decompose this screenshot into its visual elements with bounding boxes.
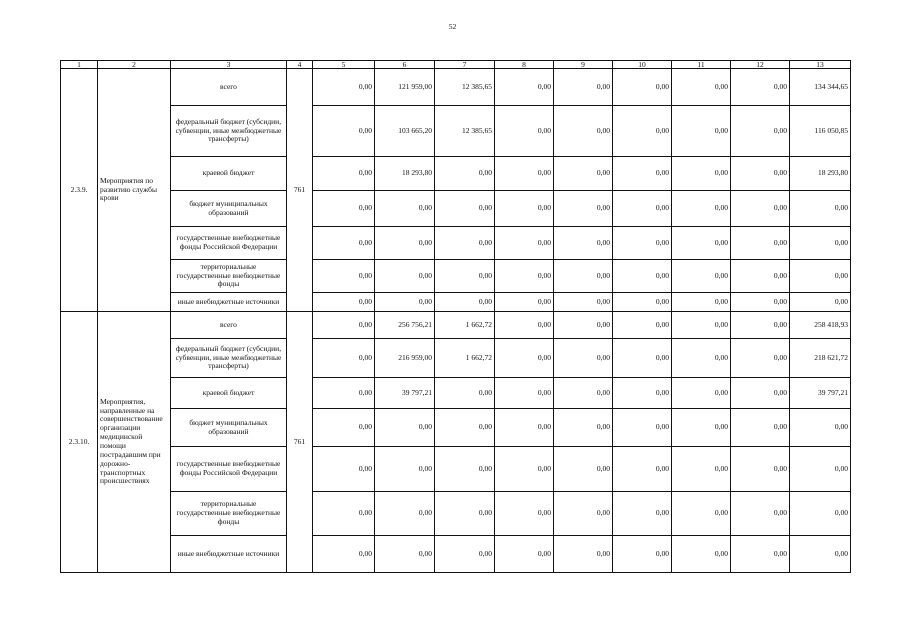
amount-cell: 256 756,21 bbox=[375, 312, 435, 339]
amount-cell: 12 385,65 bbox=[435, 69, 495, 106]
amount-cell: 0,00 bbox=[435, 409, 495, 447]
amount-cell: 0,00 bbox=[672, 260, 731, 293]
amount-cell: 0,00 bbox=[790, 293, 851, 312]
amount-cell: 0,00 bbox=[790, 260, 851, 293]
amount-cell: 134 344,65 bbox=[790, 69, 851, 106]
amount-cell: 0,00 bbox=[672, 536, 731, 573]
amount-cell: 1 662,72 bbox=[435, 312, 495, 339]
amount-cell: 0,00 bbox=[613, 69, 672, 106]
amount-cell: 0,00 bbox=[672, 409, 731, 447]
table-row bbox=[61, 409, 851, 447]
amount-cell: 0,00 bbox=[613, 312, 672, 339]
amount-cell: 0,00 bbox=[375, 447, 435, 492]
budget-table bbox=[60, 60, 851, 573]
amount-cell: 218 621,72 bbox=[790, 339, 851, 378]
column-number: 10 bbox=[613, 61, 672, 69]
amount-cell: 0,00 bbox=[790, 191, 851, 227]
amount-cell: 0,00 bbox=[435, 447, 495, 492]
amount-cell: 0,00 bbox=[554, 157, 613, 191]
table-row bbox=[61, 312, 851, 339]
funding-source: всего bbox=[171, 69, 287, 106]
amount-cell: 0,00 bbox=[495, 293, 554, 312]
amount-cell: 0,00 bbox=[731, 293, 790, 312]
table-row bbox=[61, 69, 851, 106]
amount-cell: 0,00 bbox=[435, 536, 495, 573]
amount-cell: 0,00 bbox=[375, 227, 435, 260]
funding-source: федеральный бюджет (субсидии, субвенции, иные межбюджетные трансферты) bbox=[171, 339, 287, 378]
amount-cell: 0,00 bbox=[313, 293, 375, 312]
amount-cell: 0,00 bbox=[613, 447, 672, 492]
amount-cell: 0,00 bbox=[495, 227, 554, 260]
amount-cell: 0,00 bbox=[313, 106, 375, 157]
amount-cell: 0,00 bbox=[672, 227, 731, 260]
amount-cell: 0,00 bbox=[554, 409, 613, 447]
amount-cell: 18 293,80 bbox=[790, 157, 851, 191]
amount-cell: 0,00 bbox=[731, 191, 790, 227]
amount-cell: 0,00 bbox=[313, 536, 375, 573]
funding-source: иные внебюджетные источники bbox=[171, 293, 287, 312]
amount-cell: 0,00 bbox=[790, 536, 851, 573]
table-row bbox=[61, 227, 851, 260]
amount-cell: 0,00 bbox=[613, 293, 672, 312]
amount-cell: 0,00 bbox=[672, 157, 731, 191]
amount-cell: 0,00 bbox=[613, 378, 672, 409]
amount-cell: 0,00 bbox=[613, 227, 672, 260]
amount-cell: 0,00 bbox=[613, 492, 672, 536]
amount-cell: 0,00 bbox=[495, 260, 554, 293]
amount-cell: 0,00 bbox=[435, 191, 495, 227]
column-number: 13 bbox=[790, 61, 851, 69]
amount-cell: 0,00 bbox=[672, 492, 731, 536]
amount-cell: 0,00 bbox=[672, 312, 731, 339]
amount-cell: 0,00 bbox=[375, 492, 435, 536]
amount-cell: 0,00 bbox=[435, 227, 495, 260]
amount-cell: 0,00 bbox=[731, 339, 790, 378]
amount-cell: 0,00 bbox=[790, 492, 851, 536]
grbs-code: 761 bbox=[287, 69, 313, 312]
amount-cell: 0,00 bbox=[731, 312, 790, 339]
amount-cell: 0,00 bbox=[375, 293, 435, 312]
amount-cell: 0,00 bbox=[613, 409, 672, 447]
amount-cell: 0,00 bbox=[613, 157, 672, 191]
amount-cell: 0,00 bbox=[731, 492, 790, 536]
amount-cell: 0,00 bbox=[313, 227, 375, 260]
amount-cell: 0,00 bbox=[313, 339, 375, 378]
amount-cell: 0,00 bbox=[435, 293, 495, 312]
funding-source: иные внебюджетные источники bbox=[171, 536, 287, 573]
funding-source: краевой бюджет bbox=[171, 378, 287, 409]
table-row bbox=[61, 191, 851, 227]
amount-cell: 0,00 bbox=[313, 312, 375, 339]
table-row bbox=[61, 106, 851, 157]
amount-cell: 0,00 bbox=[495, 339, 554, 378]
column-number: 2 bbox=[98, 61, 171, 69]
amount-cell: 0,00 bbox=[613, 536, 672, 573]
amount-cell: 39 797,21 bbox=[375, 378, 435, 409]
amount-cell: 0,00 bbox=[790, 447, 851, 492]
amount-cell: 0,00 bbox=[554, 312, 613, 339]
table-body bbox=[61, 61, 851, 573]
column-number: 4 bbox=[287, 61, 313, 69]
funding-source: территориальные государственные внебюджетные фонды bbox=[171, 492, 287, 536]
table-row bbox=[61, 536, 851, 573]
amount-cell: 0,00 bbox=[554, 447, 613, 492]
amount-cell: 0,00 bbox=[495, 492, 554, 536]
amount-cell: 0,00 bbox=[790, 409, 851, 447]
amount-cell: 0,00 bbox=[790, 227, 851, 260]
column-number-row bbox=[61, 61, 851, 69]
amount-cell: 121 959,00 bbox=[375, 69, 435, 106]
amount-cell: 0,00 bbox=[731, 378, 790, 409]
table-row bbox=[61, 339, 851, 378]
table-row bbox=[61, 260, 851, 293]
amount-cell: 0,00 bbox=[731, 69, 790, 106]
amount-cell: 39 797,21 bbox=[790, 378, 851, 409]
amount-cell: 103 665,20 bbox=[375, 106, 435, 157]
amount-cell: 0,00 bbox=[731, 227, 790, 260]
funding-source: государственные внебюджетные фонды Российской Федерации bbox=[171, 227, 287, 260]
measure-name: Мероприятия по развитию службы крови bbox=[98, 69, 171, 312]
amount-cell: 0,00 bbox=[731, 409, 790, 447]
amount-cell: 0,00 bbox=[554, 492, 613, 536]
amount-cell: 0,00 bbox=[495, 157, 554, 191]
table-row bbox=[61, 378, 851, 409]
amount-cell: 0,00 bbox=[435, 492, 495, 536]
amount-cell: 216 959,00 bbox=[375, 339, 435, 378]
amount-cell: 0,00 bbox=[495, 447, 554, 492]
column-number: 7 bbox=[435, 61, 495, 69]
funding-source: краевой бюджет bbox=[171, 157, 287, 191]
funding-source: территориальные государственные внебюджетные фонды bbox=[171, 260, 287, 293]
amount-cell: 0,00 bbox=[554, 378, 613, 409]
amount-cell: 0,00 bbox=[672, 106, 731, 157]
funding-source: государственные внебюджетные фонды Российской Федерации bbox=[171, 447, 287, 492]
column-number: 3 bbox=[171, 61, 287, 69]
column-number: 5 bbox=[313, 61, 375, 69]
amount-cell: 0,00 bbox=[375, 409, 435, 447]
amount-cell: 0,00 bbox=[731, 106, 790, 157]
amount-cell: 1 662,72 bbox=[435, 339, 495, 378]
amount-cell: 0,00 bbox=[313, 157, 375, 191]
funding-source: бюджет муниципальных образований bbox=[171, 409, 287, 447]
amount-cell: 0,00 bbox=[731, 536, 790, 573]
column-number: 12 bbox=[731, 61, 790, 69]
amount-cell: 0,00 bbox=[554, 536, 613, 573]
amount-cell: 12 385,65 bbox=[435, 106, 495, 157]
funding-source: федеральный бюджет (субсидии, субвенции, иные межбюджетные трансферты) bbox=[171, 106, 287, 157]
amount-cell: 0,00 bbox=[613, 260, 672, 293]
amount-cell: 0,00 bbox=[554, 339, 613, 378]
amount-cell: 0,00 bbox=[731, 260, 790, 293]
amount-cell: 0,00 bbox=[554, 260, 613, 293]
amount-cell: 0,00 bbox=[495, 378, 554, 409]
amount-cell: 0,00 bbox=[495, 69, 554, 106]
table-row bbox=[61, 447, 851, 492]
amount-cell: 0,00 bbox=[672, 339, 731, 378]
table-row bbox=[61, 293, 851, 312]
amount-cell: 0,00 bbox=[375, 260, 435, 293]
amount-cell: 0,00 bbox=[313, 378, 375, 409]
amount-cell: 0,00 bbox=[495, 312, 554, 339]
amount-cell: 18 293,80 bbox=[375, 157, 435, 191]
amount-cell: 0,00 bbox=[313, 69, 375, 106]
amount-cell: 0,00 bbox=[495, 106, 554, 157]
amount-cell: 0,00 bbox=[672, 191, 731, 227]
amount-cell: 0,00 bbox=[495, 536, 554, 573]
amount-cell: 0,00 bbox=[554, 293, 613, 312]
amount-cell: 0,00 bbox=[613, 106, 672, 157]
table-row bbox=[61, 157, 851, 191]
amount-cell: 0,00 bbox=[672, 69, 731, 106]
funding-source: всего bbox=[171, 312, 287, 339]
amount-cell: 0,00 bbox=[554, 191, 613, 227]
page-number: 52 bbox=[448, 22, 457, 31]
amount-cell: 0,00 bbox=[313, 492, 375, 536]
amount-cell: 0,00 bbox=[672, 293, 731, 312]
table-row bbox=[61, 492, 851, 536]
grbs-code: 761 bbox=[287, 312, 313, 573]
amount-cell: 0,00 bbox=[435, 378, 495, 409]
funding-source: бюджет муниципальных образований bbox=[171, 191, 287, 227]
amount-cell: 0,00 bbox=[495, 409, 554, 447]
column-number: 1 bbox=[61, 61, 98, 69]
amount-cell: 0,00 bbox=[435, 260, 495, 293]
column-number: 8 bbox=[495, 61, 554, 69]
amount-cell: 0,00 bbox=[554, 69, 613, 106]
amount-cell: 0,00 bbox=[731, 447, 790, 492]
amount-cell: 0,00 bbox=[313, 191, 375, 227]
measure-code: 2.3.9. bbox=[61, 69, 98, 312]
amount-cell: 0,00 bbox=[375, 536, 435, 573]
amount-cell: 0,00 bbox=[495, 191, 554, 227]
amount-cell: 116 050,85 bbox=[790, 106, 851, 157]
amount-cell: 0,00 bbox=[613, 339, 672, 378]
measure-name: Мероприятия, направленные на совершенствование организации медицинской помощи пострадавшим при дорожно-транспортных происшествиях bbox=[98, 312, 171, 573]
amount-cell: 0,00 bbox=[313, 260, 375, 293]
amount-cell: 0,00 bbox=[435, 157, 495, 191]
column-number: 9 bbox=[554, 61, 613, 69]
amount-cell: 0,00 bbox=[613, 191, 672, 227]
amount-cell: 0,00 bbox=[313, 447, 375, 492]
amount-cell: 0,00 bbox=[313, 409, 375, 447]
amount-cell: 0,00 bbox=[554, 227, 613, 260]
amount-cell: 0,00 bbox=[375, 191, 435, 227]
amount-cell: 258 418,93 bbox=[790, 312, 851, 339]
measure-code: 2.3.10. bbox=[61, 312, 98, 573]
column-number: 11 bbox=[672, 61, 731, 69]
amount-cell: 0,00 bbox=[672, 378, 731, 409]
amount-cell: 0,00 bbox=[672, 447, 731, 492]
column-number: 6 bbox=[375, 61, 435, 69]
amount-cell: 0,00 bbox=[731, 157, 790, 191]
amount-cell: 0,00 bbox=[554, 106, 613, 157]
